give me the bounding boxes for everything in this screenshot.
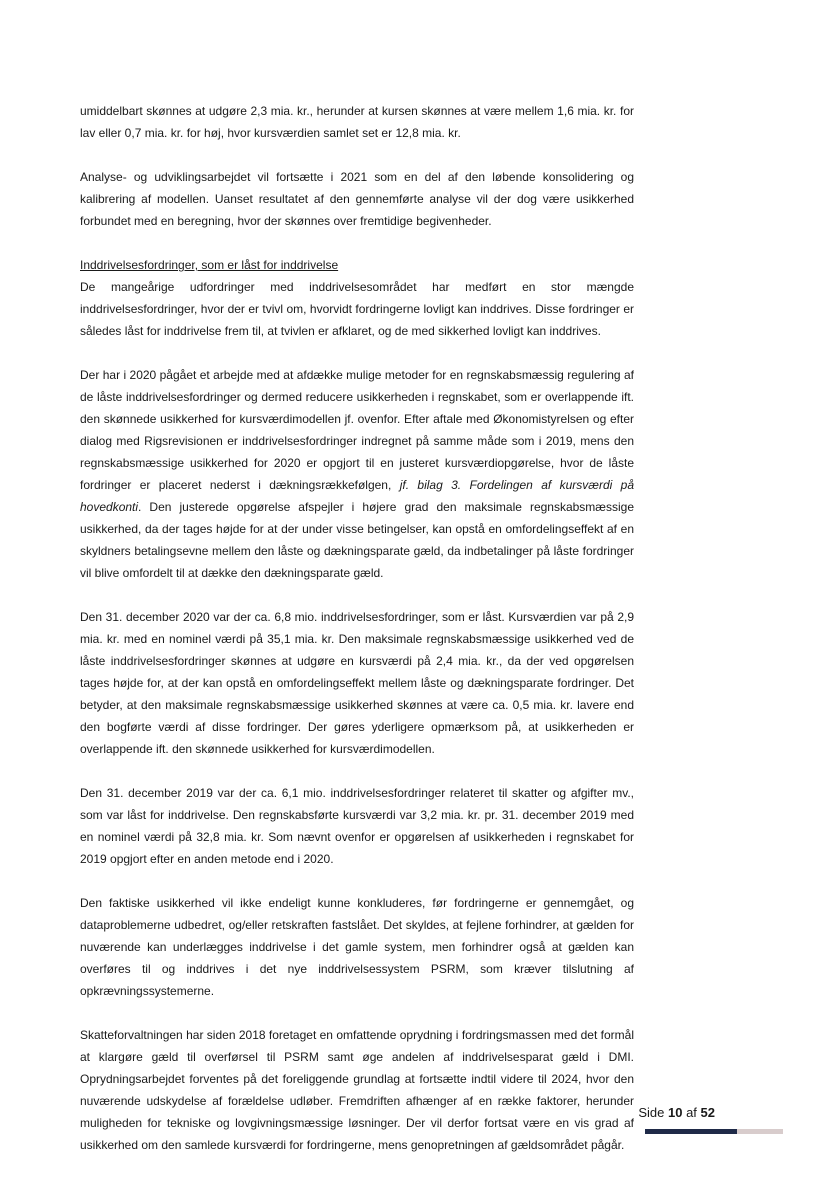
section-heading-laaste-fordringer: Inddrivelsesfordringer, som er låst for inddrivelse (80, 258, 339, 272)
page-number (638, 1105, 715, 1120)
paragraph-4 (80, 364, 634, 584)
bilag-reference: jf. bilag 3. Fordelingen af kursværdi på hovedkonti (80, 478, 634, 514)
page-side-label: Side (638, 1105, 665, 1120)
total-pages-number: 52 (700, 1105, 715, 1120)
paragraph-8: Skatteforvaltningen har siden 2018 foretaget en omfattende oprydning i fordringsmassen med det formål at klargøre gæld til overførsel til PSRM samt øge andelen af inddrivelsesparat gæld i DMI. Oprydningsarbejdet forventes på det foreliggende grundlag at fortsætte indtil videre til 2024, hvor den nuværende udskydelse af forældelse udløber. Fremdriften afhænger af en række faktorer, herunder muligheden for tekniske og lovgivningsmæssige løsninger. Der vil derfor fortsat være en vis grad af usikkerhed om den samlede kursværdi for fordringerne, mens genopretningen af gældsområdet pågår. (80, 1028, 634, 1152)
current-page-number: 10 (667, 1105, 683, 1120)
footer-bar-segment-2 (691, 1129, 737, 1134)
footer-bar-segment-3 (737, 1129, 783, 1134)
paragraph-2: Analyse- og udviklingsarbejdet vil fortsætte i 2021 som en del af den løbende konsolidering og kalibrering af modellen. Uanset resultatet af den gennemførte analyse vil der dog være usikkerhed forbundet med en beregning, hvor der skønnes over fremtidige begivenheder. (80, 170, 634, 228)
paragraph-4-text-b: . Den justerede opgørelse afspejler i højere grad den maksimale regnskabsmæssige usikkerhed, da der tages højde for at der under visse betingelser, kan opstå en omfordelingseffekt af en skyldners betalingsevne mellem den låste og dækningsparate gæld, da indbetalinger på låste fordringer vil blive omfordelt til at dække den dækningsparate gæld. (80, 500, 634, 580)
page-body (80, 100, 634, 1178)
paragraph-5: Den 31. december 2020 var der ca. 6,8 mio. inddrivelsesfordringer, som er låst. Kursværdien var på 2,9 mia. kr. med en nominel værdi på 35,1 mia. kr. Den maksimale regnskabsmæssige usikkerhed ved de låste inddrivelsesfordringer skønnes at udgøre en kursværdi på 2,4 mia. kr., da der ved opgørelsen tages højde for, at der kan opstå en omfordelingseffekt mellem låste og dækningsparate fordringer. Det betyder, at den maksimale regnskabsmæssige usikkerhed skønnes at være ca. 0,5 mia. kr. lavere end den bogførte værdi af disse fordringer. Der gøres yderligere opmærksom på, at usikkerheden er overlappende ift. den skønnede usikkerhed for kursværdimodellen. (80, 610, 634, 756)
footer-bar-segment-1 (645, 1129, 691, 1134)
paragraph-6: Den 31. december 2019 var der ca. 6,1 mio. inddrivelsesfordringer relateret til skatter og afgifter mv., som var låst for inddrivelse. Den regnskabsførte kursværdi var 3,2 mia. kr. pr. 31. december 2019 med en nominel værdi på 32,8 mia. kr. Som nævnt ovenfor er opgørelsen af usikkerheden i regnskabet for 2019 opgjort efter en anden metode end i 2020. (80, 786, 634, 866)
paragraph-3-text: De mangeårige udfordringer med inddrivelsesområdet har medført en stor mængde inddrivelsesfordringer, hvor der er tvivl om, hvorvidt fordringerne lovligt kan inddrives. Disse fordringer er således låst for inddrivelse frem til, at tvivlen er afklaret, og de med sikkerhed lovligt kan inddrives. (80, 280, 634, 338)
paragraph-4-text-a: Der har i 2020 pågået et arbejde med at afdække mulige metoder for en regnskabsmæssig regulering af de låste inddrivelsesfordringer og dermed reducere usikkerheden i regnskabet, som er overlappende ift. den skønnede usikkerhed for kursværdimodellen jf. ovenfor. Efter aftale med Økonomistyrelsen og efter dialog med Rigsrevisionen er inddrivelsesfordringer indregnet på samme måde som i 2019, mens den regnskabsmæssige usikkerhed for 2020 er opgjort til en justeret kursværdiopgørelse, hvor de låste fordringer er placeret nederst i dækningsrækkefølgen, (80, 368, 634, 492)
paragraph-3 (80, 254, 634, 342)
paragraph-1: umiddelbart skønnes at udgøre 2,3 mia. kr., herunder at kursen skønnes at være mellem 1,6 mia. kr. for lav eller 0,7 mia. kr. for høj, hvor kursværdien samlet set er 12,8 mia. kr. (80, 104, 634, 140)
paragraph-7: Den faktiske usikkerhed vil ikke endeligt kunne konkluderes, før fordringerne er gennemgået, og dataproblemerne udbedret, og/eller retskraften fastslået. Det skyldes, at fejlene forhindrer, at gælden for nuværende kan underlægges inddrivelse i det gamle system, men forhindrer også at gælden kan overføres til og inddrives i det nye inddrivelsessystem PSRM, som kræver tilslutning af opkrævningssystemerne. (80, 896, 634, 998)
page-of-label: af (686, 1105, 697, 1120)
